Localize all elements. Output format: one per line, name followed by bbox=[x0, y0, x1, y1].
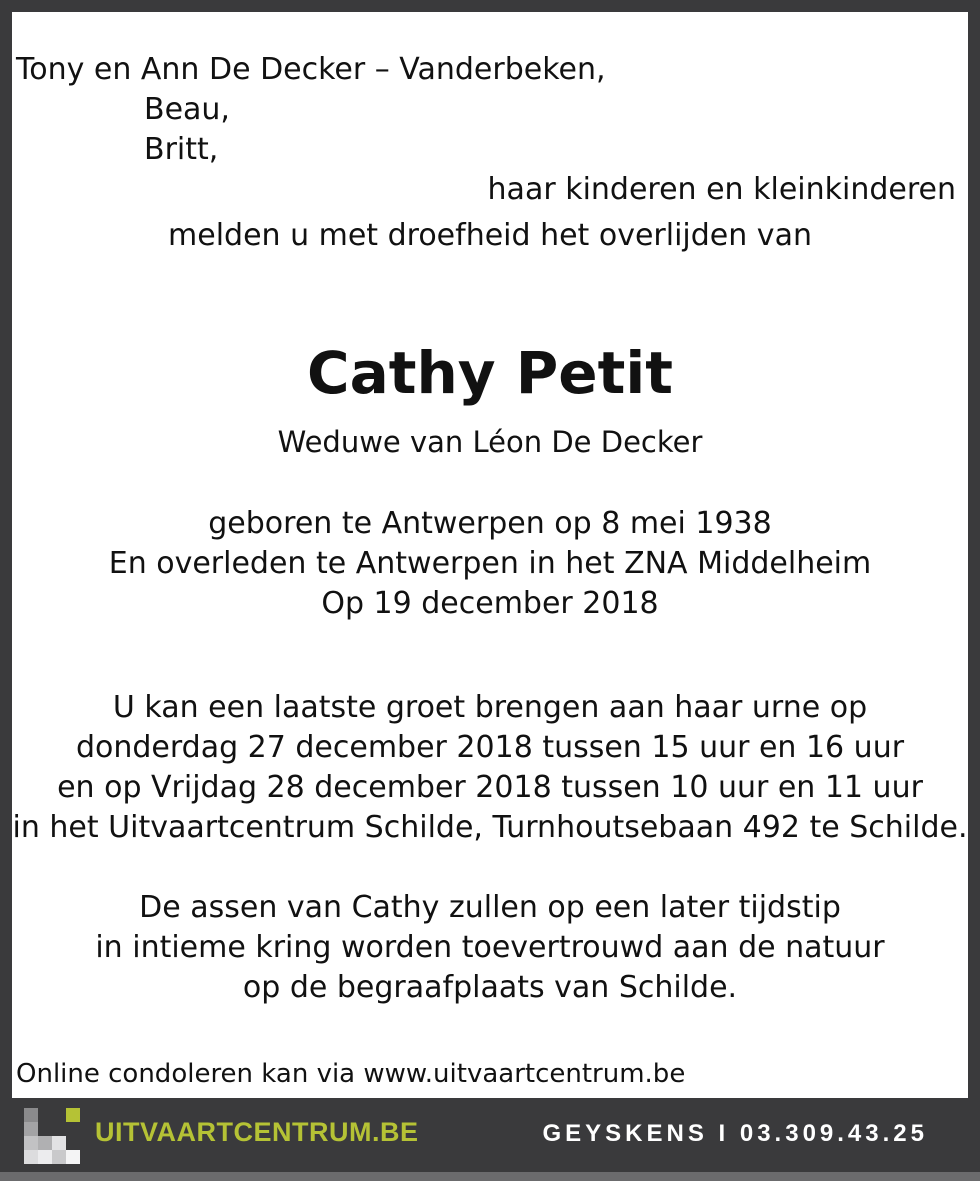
announcement-card bbox=[12, 12, 968, 1098]
announce-line: melden u met droefheid het overlijden van bbox=[168, 218, 812, 253]
ashes-line: De assen van Cathy zullen op een later tijdstip bbox=[139, 890, 841, 925]
visitation-line: en op Vrijdag 28 december 2018 tussen 10 uur en 11 uur bbox=[57, 770, 923, 805]
bottom-border bbox=[0, 1172, 980, 1181]
ashes-line: op de begraafplaats van Schilde. bbox=[242, 970, 738, 1005]
relation-line: haar kinderen en kleinkinderen bbox=[487, 172, 956, 207]
footer-bar bbox=[0, 1098, 980, 1181]
life-line: Op 19 december 2018 bbox=[321, 586, 659, 621]
life-line: En overleden te Antwerpen in het ZNA Middelheim bbox=[108, 546, 872, 581]
grandchild-name: Beau, bbox=[144, 92, 230, 127]
grandchild-name: Britt, bbox=[144, 132, 219, 167]
life-line: geboren te Antwerpen op 8 mei 1938 bbox=[208, 506, 772, 541]
deceased-name: Cathy Petit bbox=[307, 339, 673, 407]
brand-name: UITVAARTCENTRUM.BE bbox=[95, 1117, 419, 1147]
visitation-line: U kan een laatste groet brengen aan haar urne op bbox=[112, 690, 868, 725]
contact-line: GEYSKENS I 03.309.43.25 bbox=[542, 1120, 928, 1147]
online-condolence-line: Online condoleren kan via www.uitvaartcentrum.be bbox=[16, 1059, 686, 1089]
visitation-line: in het Uitvaartcentrum Schilde, Turnhoutsebaan 492 te Schilde. bbox=[12, 810, 968, 845]
uitvaartcentrum-logo-icon bbox=[24, 1108, 80, 1164]
ashes-line: in intieme kring worden toevertrouwd aan de natuur bbox=[95, 930, 885, 965]
visitation-line: donderdag 27 december 2018 tussen 15 uur en 16 uur bbox=[75, 730, 905, 765]
widow-line: Weduwe van Léon De Decker bbox=[277, 425, 703, 459]
family-line: Tony en Ann De Decker – Vanderbeken, bbox=[16, 52, 606, 87]
